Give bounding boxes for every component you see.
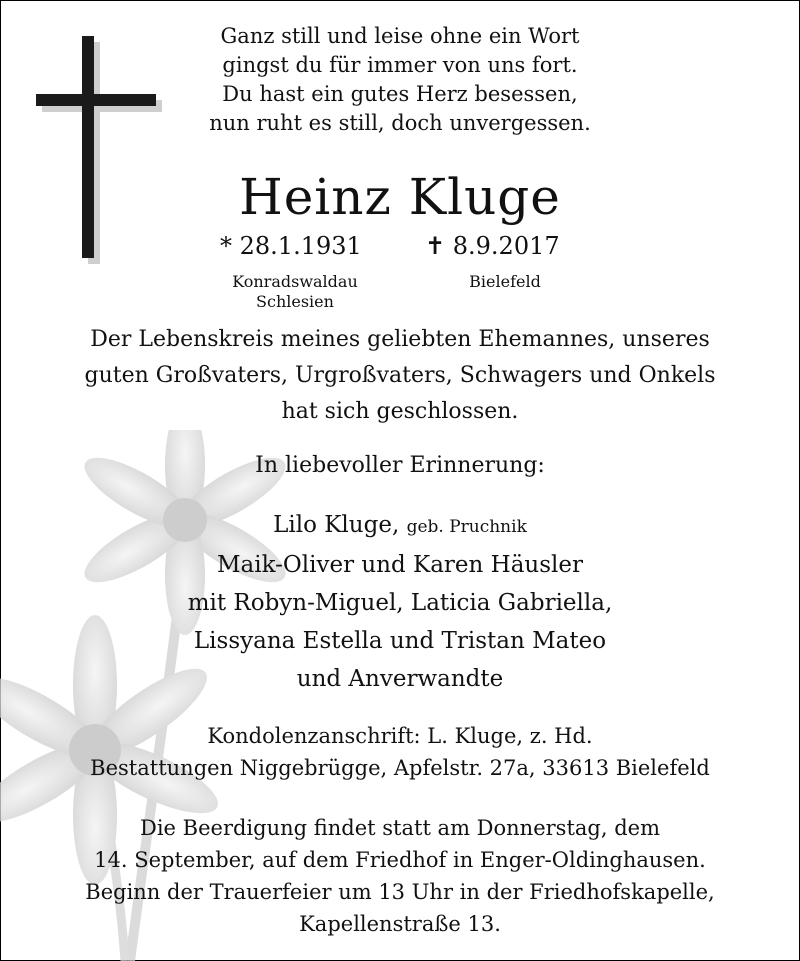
- widow-name: Lilo Kluge,: [273, 512, 400, 538]
- funeral-line: Die Beerdigung findet statt am Donnerstag, dem: [140, 816, 660, 840]
- condolence-line: Bestattungen Niggebrügge, Apfelstr. 27a, 33613 Bielefeld: [90, 756, 710, 780]
- deceased-name: Heinz Kluge: [239, 168, 561, 226]
- death-cross-icon: ✝: [425, 232, 446, 260]
- birth-place-line: Schlesien: [256, 292, 334, 311]
- birth-date: [220, 232, 362, 260]
- death-date-value: 8.9.2017: [452, 232, 560, 260]
- family-list: [0, 506, 800, 698]
- birth-symbol: *: [220, 232, 232, 260]
- memory-heading: In liebevoller Erinnerung:: [255, 453, 545, 478]
- birth-place: [205, 272, 385, 312]
- poem-line: Ganz still und leise ohne ein Wort: [220, 24, 580, 48]
- message: [0, 322, 800, 430]
- message-line: hat sich geschlossen.: [281, 399, 519, 424]
- family-line: [0, 506, 800, 546]
- message-line: Der Lebenskreis meines geliebten Ehemannes, unseres: [90, 327, 710, 352]
- family-line: und Anverwandte: [296, 666, 504, 692]
- funeral-info: [0, 812, 800, 940]
- funeral-line: 14. September, auf dem Friedhof in Enger-Oldinghausen.: [94, 848, 706, 872]
- funeral-line: Kapellenstraße 13.: [299, 912, 501, 936]
- death-date: [425, 232, 560, 260]
- cross-icon: [34, 36, 164, 266]
- poem-line: nun ruht es still, doch unvergessen.: [209, 111, 591, 135]
- maiden-name: geb. Pruchnik: [406, 517, 527, 537]
- death-place: Bielefeld: [469, 272, 541, 291]
- funeral-line: Beginn der Trauerfeier um 13 Uhr in der Friedhofskapelle,: [85, 880, 715, 904]
- family-line: mit Robyn-Miguel, Laticia Gabriella,: [187, 590, 613, 616]
- message-line: guten Großvaters, Urgroßvaters, Schwagers und Onkels: [84, 363, 716, 388]
- poem-line: gingst du für immer von uns fort.: [222, 53, 578, 77]
- birth-date-value: 28.1.1931: [239, 232, 362, 260]
- poem-verse: [160, 22, 640, 138]
- birth-place-line: Konradswaldau: [232, 272, 358, 291]
- condolence-line: Kondolenzanschrift: L. Kluge, z. Hd.: [207, 724, 593, 748]
- poem-line: Du hast ein gutes Herz besessen,: [222, 82, 578, 106]
- condolence-address: [0, 720, 800, 784]
- family-line: Lissyana Estella und Tristan Mateo: [193, 628, 607, 654]
- family-line: Maik-Oliver und Karen Häusler: [216, 552, 584, 578]
